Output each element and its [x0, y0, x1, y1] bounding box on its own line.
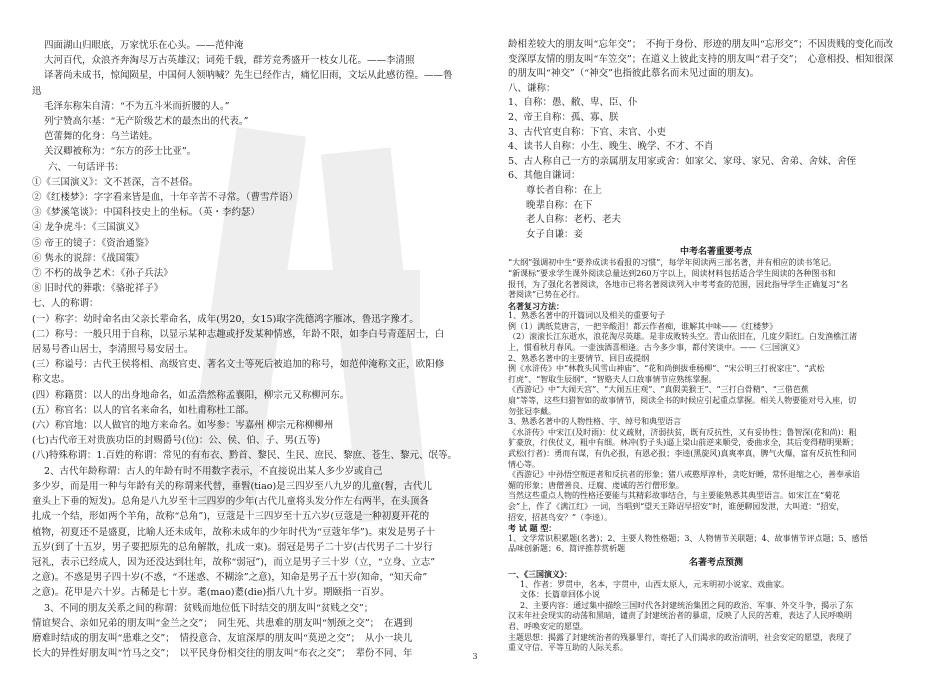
text-line: 六、一句话评书： [48, 161, 125, 173]
text-line: 当然这些重点人物的性格还要能与其精彩故事结合，与主要能熟悉其典型语言。如宋江在“菊花 [508, 491, 841, 501]
text-line: 情谊契合、亲如兄弟的朋友叫“金兰之交”； 同生死、共患难的朋友叫“刎颈之交”； 在遇到 [32, 617, 413, 629]
text-line: 2、主要内容：通过集中描绘三国时代各封建统治集团之间的政治、军事、外交斗争，揭示了东 [520, 600, 854, 610]
text-line: 大河百代，众浪齐奔淘尽万古英雄汉；词苑千载，群芳竞秀盛开一枝女儿花。——李清照 [44, 55, 415, 67]
text-line: （2）滚滚长江东逝水，浪花淘尽英雄。是非成败转头空。青山依旧在，几度夕阳红。白发渔樵江渚 [508, 332, 858, 342]
text-line: 2、熟悉名著中的主要情节、回目或提纲 [508, 353, 650, 363]
text-line: (八)特殊称谓：1.百姓的称谓：常见的有布衣、黔首、黎民、生民、庶民、黎庶、苍生、黎元、氓等。 [32, 450, 457, 462]
text-line: 变深厚友情的朋友叫“车笠交”；在道义上彼此支持的朋友叫“君子交”； 心意相投、相知很深 [508, 53, 894, 65]
text-line: 长大的异性好朋友叫“竹马之交”； 以平民身份相交往的朋友叫“布衣之交”； 辈份不同、年 [32, 648, 413, 660]
text-line: 1、作者：罗贯中，名本，字贯中，山西太原人，元末明初小说家、戏曲家。 [520, 579, 790, 589]
text-line: (六）称官地：以人做官的地方来命名。如岑参：岑嘉州 柳宗元称柳柳州 [32, 420, 334, 432]
text-line: 品味创新题；6、简评推荐赏析题 [508, 544, 626, 554]
text-line: 3、古代官吏自称：下官、末官、小吏 [508, 126, 667, 138]
text-line: 勿张冠李戴。 [508, 406, 556, 416]
section-title-key-points: 中考名著重要考点 [679, 247, 752, 258]
text-line: 例《水浒传》中“林教头风雪山神庙”、“花和尚倒拔垂杨柳”、“宋公明三打祝家庄”、“武松 [508, 364, 825, 374]
text-line: 老人自称：老朽、老夫 [526, 214, 622, 226]
text-line: 《水浒传》中宋江(及时雨)：仗义疏财，济弱扶贫，既有反抗性，又有妥协性；鲁智深(花和尚)：粗 [508, 427, 857, 437]
text-line: 主题思想：揭露了封建统治者的残暴罪行，寄托了人们渴求的政治清明，社会安定的愿望，表现了 [508, 632, 852, 642]
text-line: 招安，招甚鸟安？”（李逵）。 [508, 512, 613, 522]
text-line: 晚辈自称：在下 [526, 199, 593, 211]
text-line: 的朋友叫“神交”（“神交”也指彼此慕名而未见过面的朋友)。 [508, 68, 760, 80]
text-line: 君、呼唤安定的愿望。 [508, 621, 588, 631]
page-number: 3 [472, 652, 478, 661]
text-line: 称文忠。 [32, 374, 71, 386]
text-line: 龄相差较大的朋友叫“忘年交”； 不拘于身份、形迹的朋友叫“忘形交”；不因贵贱的变化而改 [508, 39, 894, 50]
text-line: 童头上下垂的短发)。总角是八九岁至十三四岁的少年(古代儿童将头发分作左右两半，在头顶各 [32, 496, 429, 508]
text-line: ⑦ 不朽的战争艺术：《孙子兵法》 [32, 268, 173, 280]
text-line: 磨难时结成的朋友叫“患难之交”； 情投意合、友谊深厚的朋友叫“莫逆之交”； 从小一块儿 [32, 632, 413, 644]
text-line: “新课标”要求学生课外阅读总量达到260万字以上，阅读材料包括适合学生阅读的各种图书和 [508, 268, 836, 278]
text-line: 6、其他自谦词： [508, 170, 581, 182]
text-line: 1、自称：愚、敝、卑、臣、仆 [508, 97, 638, 109]
text-line: 2、帝王自称：孤、寡、朕 [508, 111, 619, 123]
text-line: 植物，初夏还不是盛夏，比喻人还未成年，故称未成年的少年时代为“豆蔻年华”)。束发是男子十 [32, 526, 435, 538]
text-line: 译著尚未成书，惊闻陨星，中国何人领呐喊？先生已经作古，痛忆旧雨，文坛从此感彷徨。——鲁 [44, 70, 453, 82]
text-line: 四面湖山归眼底，万家忧乐在心头。——范仲淹 [44, 40, 244, 51]
text-line: 列宁赞高尔基：“无产阶级艺术的最杰出的代表。” [44, 116, 249, 128]
text-line: ⑤ 帝王的镜子：《资治通鉴》 [32, 237, 154, 249]
text-line: ④ 龙争虎斗：《三国演义》 [32, 222, 145, 234]
text-line: 之意)。花甲是六十岁。古稀是七十岁。耄(mao)耋(die)指八九十岁。期颐指一百岁。 [32, 587, 390, 599]
text-line: ⑥ 隽永的说辞：《战国策》 [32, 252, 145, 264]
text-line: 报刊，为了强化名著阅读，各地市已将名著阅读列入中考考查的范围，因此指导学生正确复习“名 [508, 279, 849, 289]
text-line: 名著复习方法： [508, 300, 564, 311]
text-line: 3、熟悉名著中的人物性格、字、绰号和典型语言 [508, 417, 682, 427]
text-line: 4、读书人自称：小生、晚生、晚学、不才、不肖 [508, 141, 714, 153]
text-line: 著阅读”已势在必行。 [508, 290, 585, 300]
text-line: 扎成一个结，形如两个羊角，故称“总角”)，豆蔻是十三四岁至十五六岁(豆蔻是一种初夏开花的 [32, 511, 430, 523]
text-line: ①《三国演义》：文不甚深，言不甚俗。 [32, 176, 199, 188]
right-top-block [508, 38, 924, 242]
text-line: 八、谦称： [508, 82, 556, 94]
text-line: 文体：长篇章回体小说 [520, 590, 600, 600]
text-line: 迅 [32, 85, 42, 97]
text-line: 冠礼，表示已经成人，因为还没达到壮年，故称“弱冠”)，而立是男子三十岁（立，“立身、立志” [32, 556, 436, 568]
text-line: 七、人的称谓： [32, 298, 99, 310]
key-points-block [508, 258, 924, 555]
text-line: 1、文学常识积累题(名著)；2、主要人物性格题；3、人物情节关联题；4、故事情节评点题；5、感悟 [508, 533, 868, 543]
text-line: 上，惯看秋月春风。一壶浊酒喜相逢。古今多少事，都付笑谈中。——《三国演义》 [508, 343, 804, 353]
text-line: 汉末年社会现实的动荡和黑暗，谴责了封建统治者的暴虐，反映了人民的苦难，表达了人民呼唤明 [508, 611, 852, 621]
text-line: 扇”等等，这些归猎智如的故事情节，阅读全书的时候应引起重点掌握。相关人物要能对号入座，切 [508, 396, 857, 406]
text-line: ③《梦溪笔谈》：中国科技史上的坐标。（英・李约瑟） [32, 207, 261, 219]
text-line: 会”上，作了《满江红》一词，当唱到“望天王降诏早招安”时，谁便聊园发泄，大叫道：“招安， [508, 501, 845, 511]
left-column [32, 38, 472, 661]
text-line: 五岁(到了十五岁，男子要把原先的总角解散，扎成一束)。弱冠是男子二十岁(古代男子二十岁行 [32, 541, 433, 553]
text-line: 武松(行者)：勇而有谋，有仇必报，有恩必报；李逵(黑旋风)真爽率真，脾气火爆，富有反抗性和同 [508, 449, 857, 458]
text-line: (一）称字：幼时命名由父亲长辈命名，成年(男20，女15)取字洗德鸿字雁冰，鲁迅字豫才。 [32, 313, 419, 325]
text-line: 情心等。 [508, 459, 540, 469]
text-line: (五）称官名：以人的官名来命名，如杜甫称杜工部。 [32, 404, 255, 416]
text-line: 考 试 题 型： [508, 523, 557, 534]
text-line: ②《红楼梦》：字字看来皆是血，十年辛苦不寻常。（曹雪芹语） [32, 192, 299, 204]
text-line: (三）称谥号：古代王侯将相、高级官吏、著名文士等死后被追加的称号，如范仲淹称文正，欧阳修 [32, 359, 445, 371]
text-line: 3、不同的朋友关系之间的称谓：贫贱而地位低下时结交的朋友叫“贫贱之交”； [44, 602, 374, 614]
text-line: 芭蕾舞的化身：乌兰诺娃。 [44, 131, 159, 143]
text-line: 毛泽东称朱自清：“不为五斗米而折腰的人。” [44, 100, 230, 112]
text-line: (二）称号：一般只用于自称，以显示某种志趣或抒发某种情感，年龄不限，如李白号青莲居士，白 [32, 328, 445, 340]
text-line: 例（1）满纸荒唐言，一把辛酸泪！都云作者痴，谁解其中味——《红楼梦》 [508, 321, 778, 331]
text-line: (七)古代帝王对贵族功臣的封赐爵号(位)：公、侯、伯、子、男(五等) [32, 435, 321, 447]
text-line: 重义守信、平等互助的人际关系。 [508, 643, 628, 653]
text-line: 1、熟悉名著中的开篇词以及相关的重要句子 [508, 311, 666, 321]
text-line: (四）称籍贯：以人的出身地命名，如孟浩然称孟襄阳，柳宗元又称柳河东。 [32, 389, 350, 401]
right-column [508, 38, 924, 654]
text-line: 《西游记》中“大闹天宫”、“大闹五庄观”、“真假美猴王”、“三打白骨精”、“三借芭蕉 [508, 385, 809, 395]
text-line: 之意)。不惑是男子四十岁(不惑，“不迷惑、不糊涂”之意)，知命是男子五十岁(知命，“知天命” [32, 572, 428, 584]
text-line: 多少岁，而是用一种与年龄有关的称谓来代替，垂髫(tiao)是三四岁至八九岁的儿童(髫，古代儿 [32, 480, 432, 492]
text-line: 5、古人称自己一方的亲属朋友用家或舍：如家父、家母、家兄、舍弟、舍妹、舍侄 [508, 155, 857, 167]
text-line: 《西游记》中孙悟空叛逆者和反抗者的形象；猪八戒憨厚淳朴，贪吃好睡，常怀退缩之心，善奉承谄 [508, 470, 860, 480]
section-title-predictions: 名著考点预测 [688, 557, 743, 568]
text-line: 犷豪放，行侠仗义，粗中有细。林冲(豹子头)逼上梁山前逆来顺受，委曲求全，其后变得精明果断； [508, 438, 859, 448]
text-line: 一、《三国演义》： [508, 568, 572, 579]
text-line: ⑧ 旧时代的葬歌：《骆驼祥子》 [32, 283, 164, 295]
text-line: 关汉卿被称为：“东方的莎士比亚”。 [44, 146, 197, 158]
text-line: 打虎”、“智取生辰纲”、“智赂夫人口敌事情节应熟练掌握。 [508, 374, 717, 384]
text-line: 居易号香山居士，李清照号易安居士。 [32, 344, 194, 356]
text-line: 媚的形象；唐僧善良、迂腐、虔诚的苦行僧形象。 [508, 480, 684, 490]
text-line: 女子自谦：妾 [526, 228, 584, 240]
predictions-block [508, 569, 924, 654]
text-line: 尊长者自称：在上 [526, 184, 603, 196]
text-line: 2、古代年龄称谓：古人的年龄有时不用数字表示，不直接说出某人多少岁或自己 [44, 465, 383, 477]
text-line: “大纲”强调初中生“要养成读书看报的习惯”，每学年阅读两三部名著，并有相应的读书笔记。 [508, 258, 837, 268]
